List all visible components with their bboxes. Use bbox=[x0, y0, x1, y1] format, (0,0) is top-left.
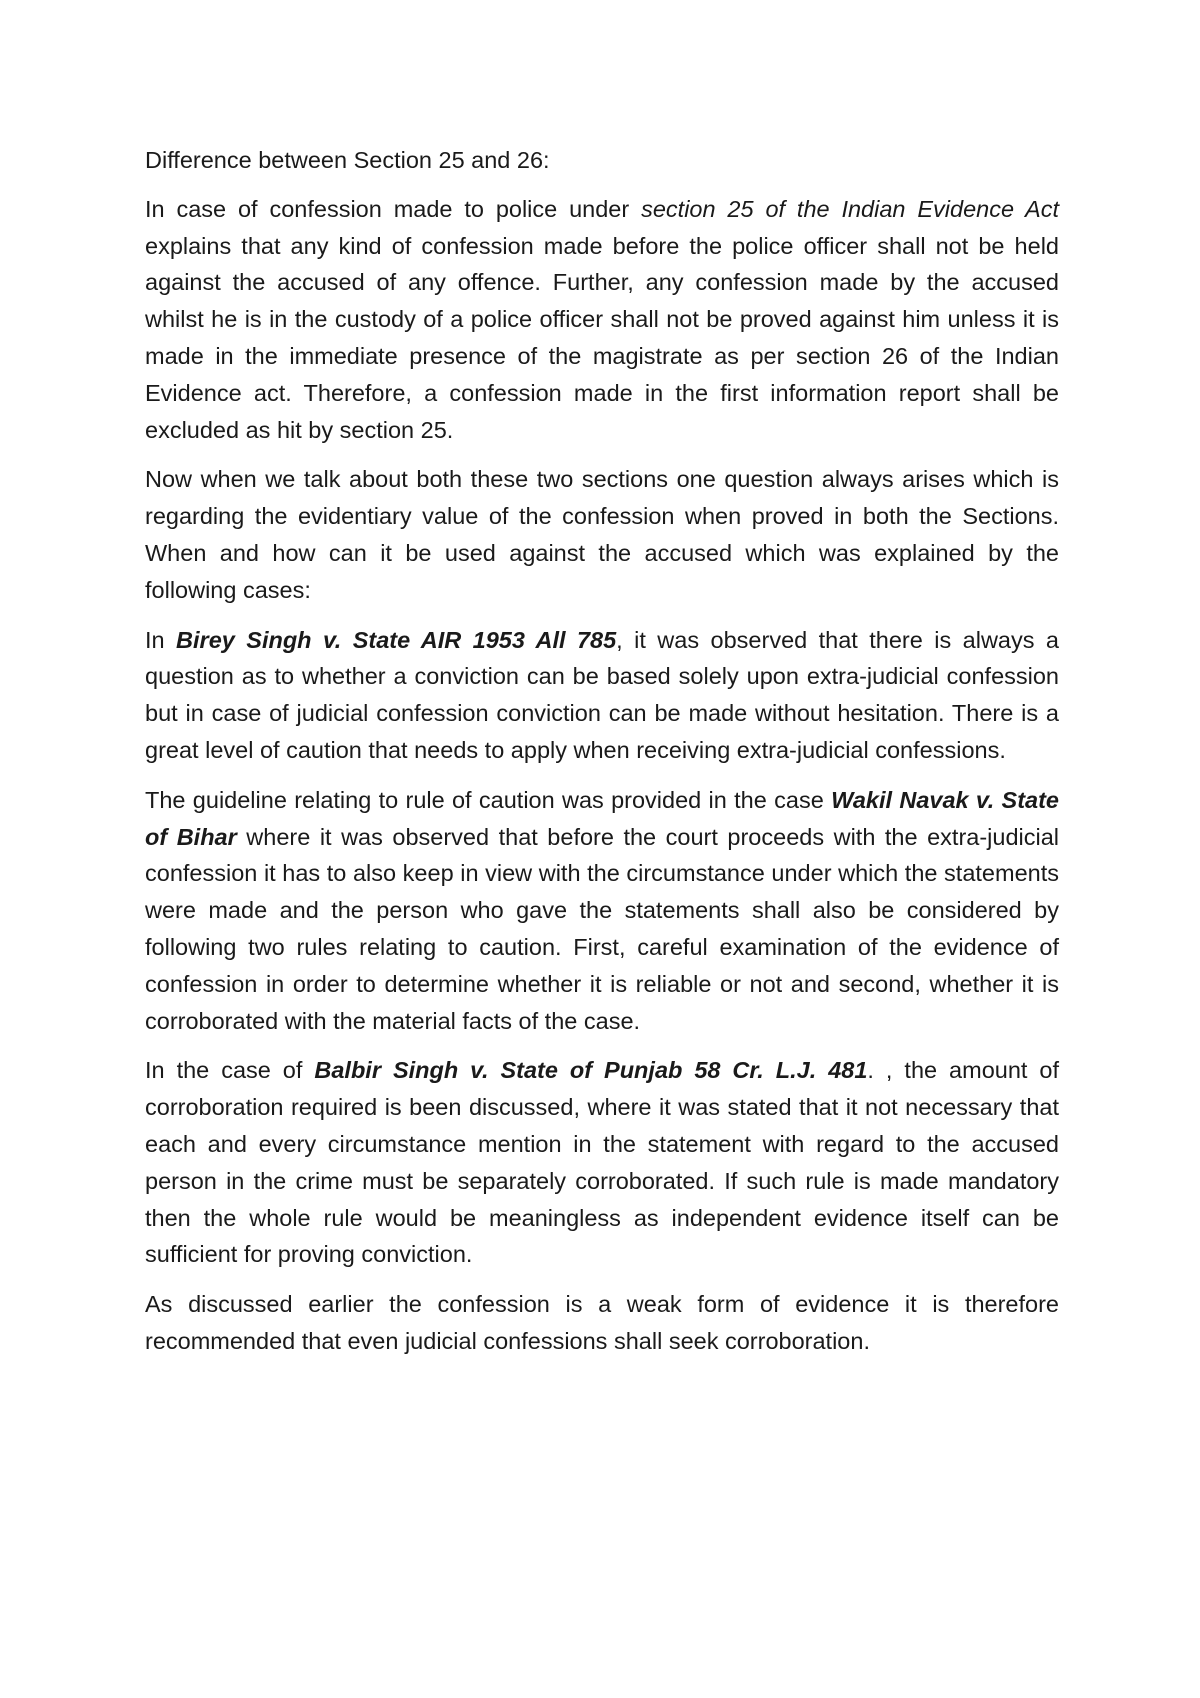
paragraph-text: The guideline relating to rule of caution was provided in the case bbox=[145, 786, 832, 813]
paragraph-text: In the case of bbox=[145, 1057, 315, 1084]
paragraph-birey-singh bbox=[145, 622, 1059, 769]
paragraph-text: Now when we talk about both these two sections one question always arises which is regarding the evidentiary value of the confession when proved in both the Sections. When and how can it be used against the accused which was explained by the following cases: bbox=[145, 466, 1059, 603]
paragraph-text: As discussed earlier the confession is a weak form of evidence it is therefore recommended that even judicial confessions shall seek corroboration. bbox=[145, 1291, 1059, 1354]
paragraph-section-25 bbox=[145, 191, 1059, 449]
paragraph-text: In bbox=[145, 626, 177, 653]
case-citation: Birey Singh v. State AIR 1953 All 785 bbox=[176, 626, 617, 653]
case-citation: Balbir Singh v. State of Punjab 58 Cr. L.J. 481 bbox=[314, 1057, 868, 1084]
statute-reference: section 25 of the Indian Evidence Act bbox=[641, 195, 1059, 222]
section-heading: Difference between Section 25 and 26: bbox=[145, 147, 550, 173]
paragraph-wakil-navak bbox=[145, 782, 1059, 1040]
document-page bbox=[145, 142, 1059, 1373]
paragraph-text: In case of confession made to police under bbox=[145, 195, 642, 222]
case-citation: Wakil Navak v. State of Bihar bbox=[145, 786, 1059, 850]
paragraph-text: explains that any kind of confession made before the police officer shall not be held against the accused of any offence. Further, any confession made by the accused whilst he is in the custody of a police officer shall not be proved against him unless it is made in the immediate presence of the magistrate as per section 26 of the Indian Evidence act. Therefore, a confession made in the first information report shall be excluded as hit by section 25. bbox=[145, 232, 1059, 443]
paragraph-evidentiary-value bbox=[145, 461, 1059, 608]
paragraph-text: . , the amount of corroboration required is been discussed, where it was stated that it not necessary that each and every circumstance mention in the statement with regard to the accused person in the crime must be separately corroborated. If such rule is made mandatory then the whole rule would be meaningless as independent evidence itself can be sufficient for proving conviction. bbox=[145, 1057, 1059, 1268]
paragraph-conclusion bbox=[145, 1286, 1059, 1360]
paragraph-balbir-singh bbox=[145, 1052, 1059, 1273]
paragraph-text: where it was observed that before the court proceeds with the extra-judicial confession it has to also keep in view with the circumstance under which the statements were made and the person who gave the statements shall also be considered by following two rules relating to caution. First, careful examination of the evidence of confession in order to determine whether it is reliable or not and second, whether it is corroborated with the material facts of the case. bbox=[145, 823, 1060, 1034]
paragraph-text: , it was observed that there is always a question as to whether a conviction can be based solely upon extra-judicial confession but in case of judicial confession conviction can be made without hesitation. There is a great level of caution that needs to apply when receiving extra-judicial confessions. bbox=[145, 626, 1060, 763]
